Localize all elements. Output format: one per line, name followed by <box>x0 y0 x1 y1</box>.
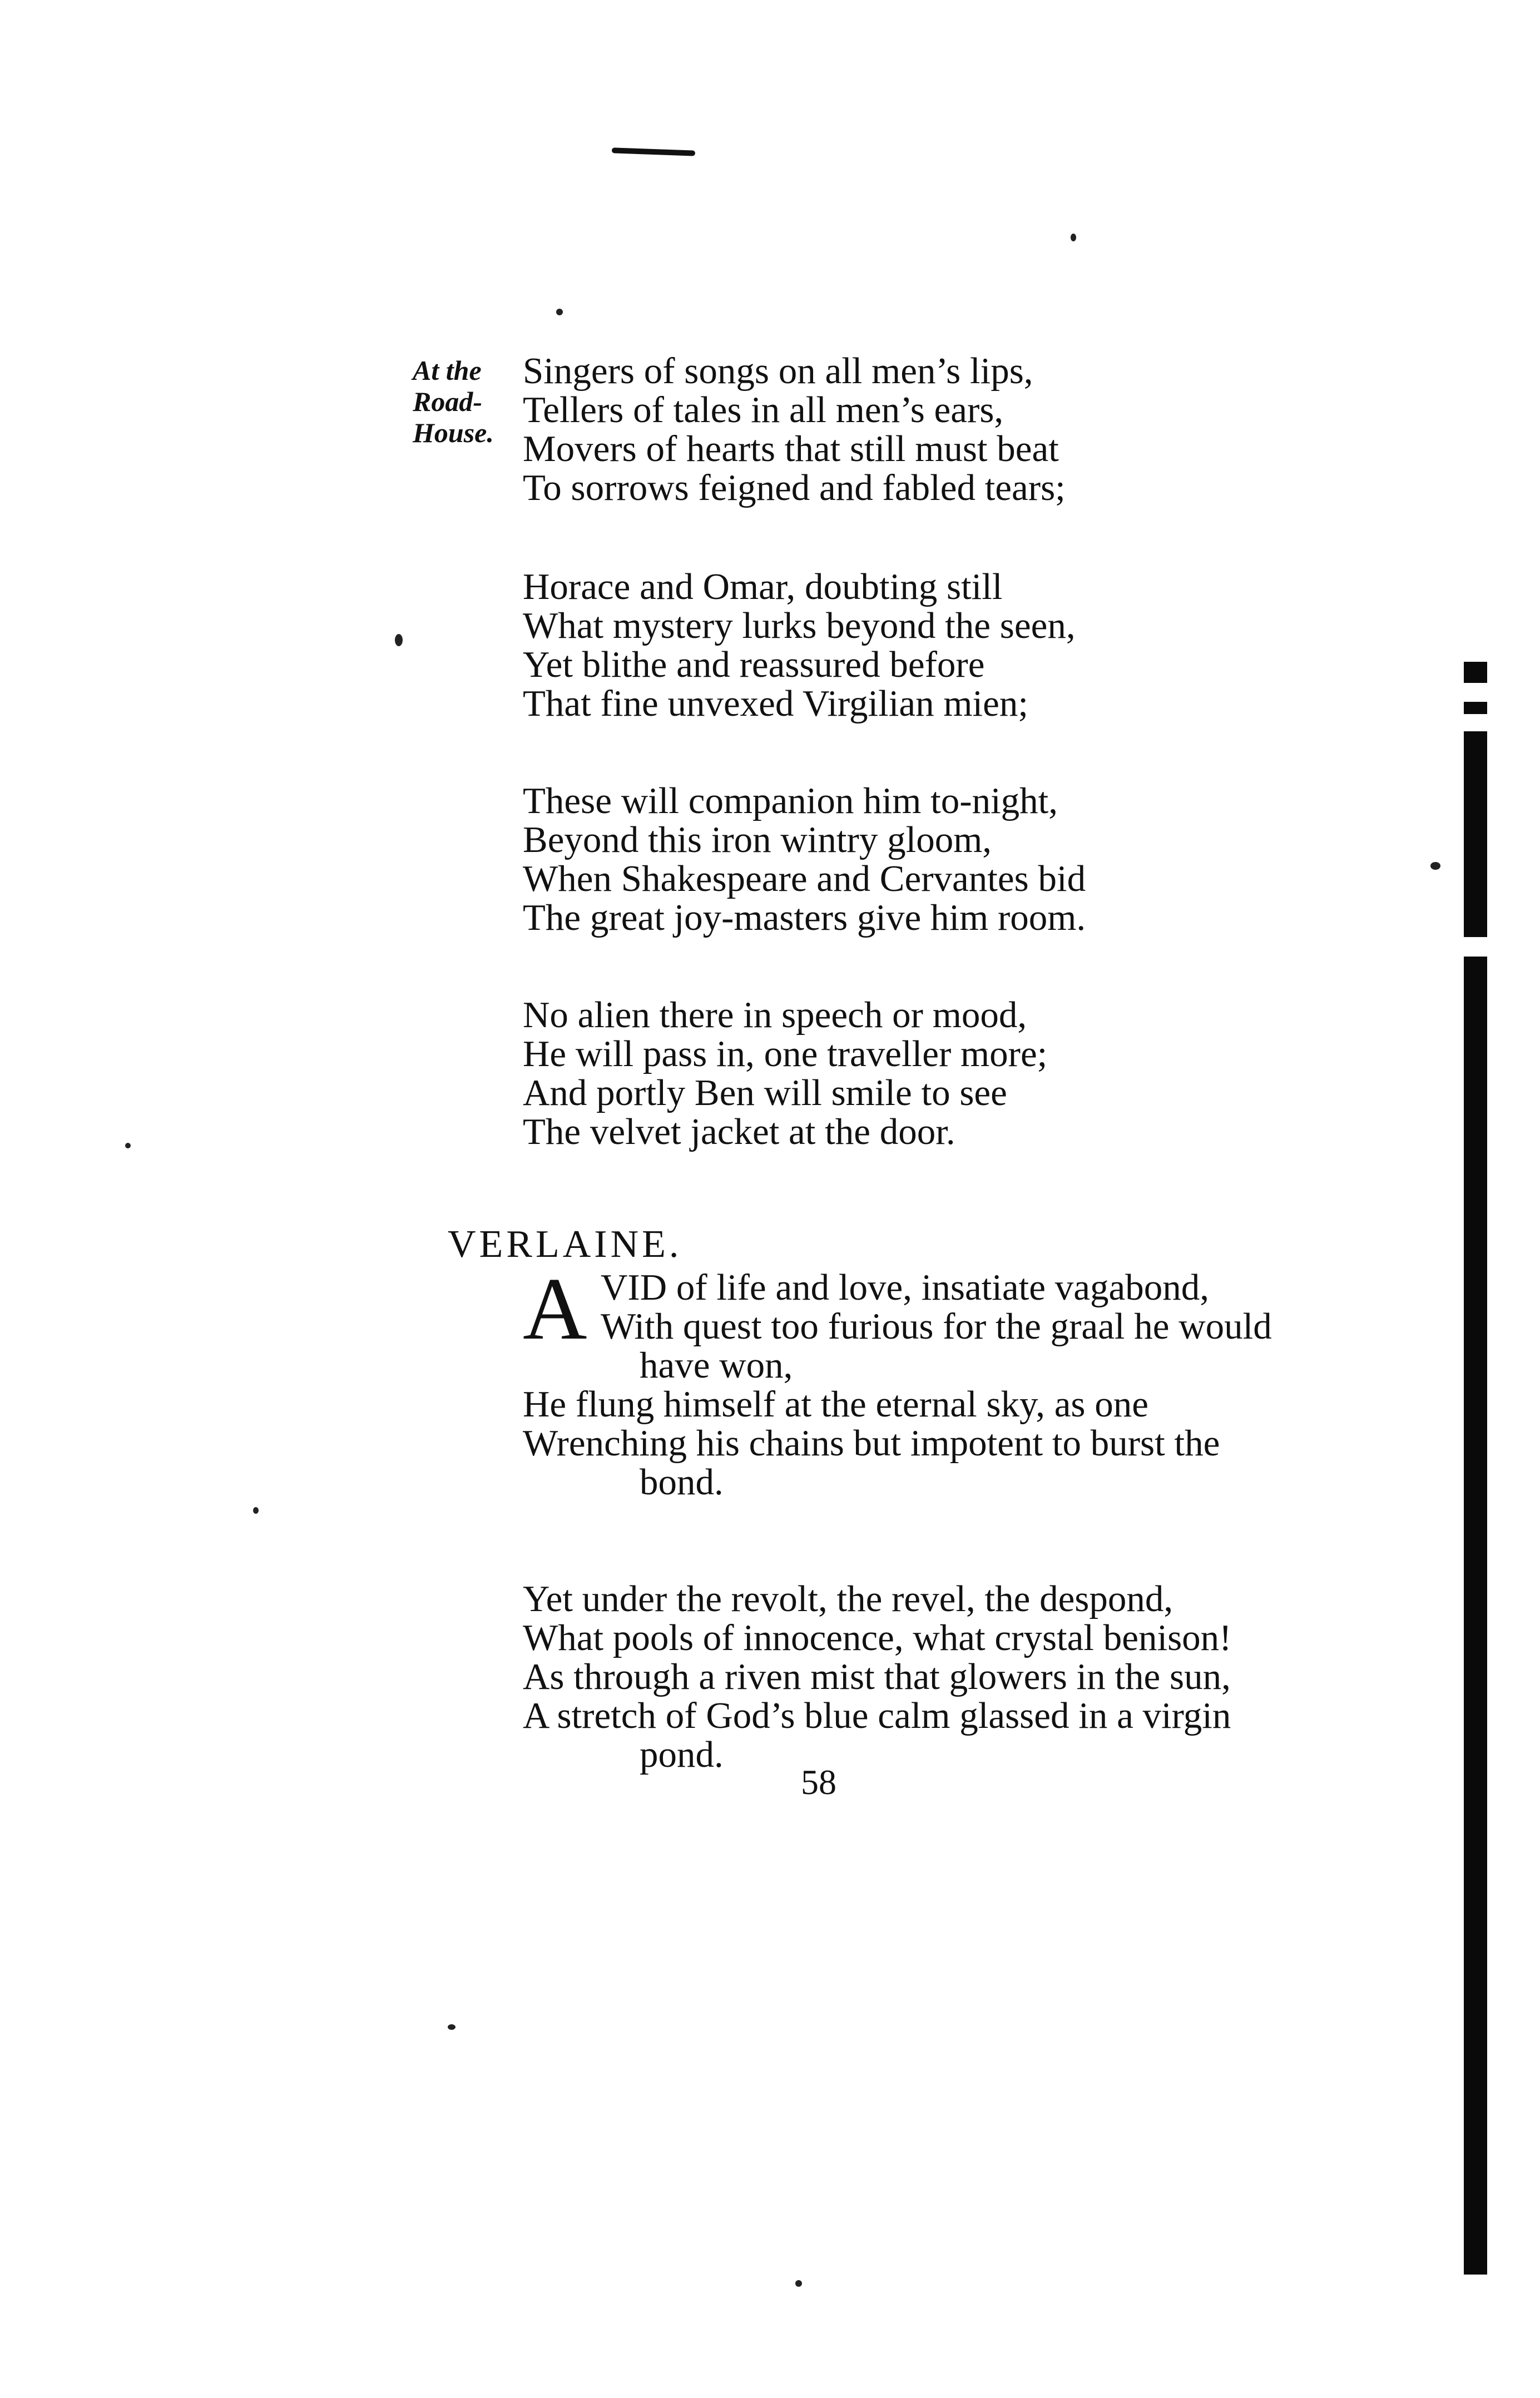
poem-line-continuation: bond. <box>640 1461 724 1503</box>
poem-line: Singers of songs on all men’s lips, <box>523 350 1033 392</box>
scan-speck <box>1430 862 1440 870</box>
scan-speck <box>1071 234 1076 241</box>
poem-line: As through a riven mist that glowers in the sun, <box>523 1656 1231 1697</box>
poem-line: Beyond this iron wintry gloom, <box>523 819 992 860</box>
poem-line: A stretch of God’s blue calm glassed in a virgin <box>523 1695 1231 1736</box>
poem-line: When Shakespeare and Cervantes bid <box>523 858 1086 899</box>
poem-line: VID of life and love, insatiate vagabond, <box>601 1267 1209 1308</box>
scan-speck <box>125 1143 131 1148</box>
poem-line: Horace and Omar, doubting still <box>523 566 1003 607</box>
poem-line: What pools of innocence, what crystal benison! <box>523 1617 1232 1658</box>
scan-edge-mark <box>1464 662 1487 683</box>
poem-line: And portly Ben will smile to see <box>523 1072 1007 1113</box>
poem-stanza <box>523 567 1435 723</box>
margin-note <box>413 354 524 449</box>
poem-line: He flung himself at the eternal sky, as one <box>523 1384 1148 1425</box>
poem-line-continuation: have won, <box>640 1345 793 1386</box>
margin-note-line: At the <box>413 355 482 386</box>
poem-line: He will pass in, one traveller more; <box>523 1033 1048 1074</box>
poem-line-continuation: pond. <box>640 1734 724 1775</box>
poem-line: The great joy-masters give him room. <box>523 897 1086 938</box>
poem-line: These will companion him to-night, <box>523 780 1058 821</box>
margin-note-line: Road- <box>413 386 482 417</box>
poem-line: Tellers of tales in all men’s ears, <box>523 389 1004 430</box>
scan-speck <box>795 2280 802 2287</box>
scan-edge-mark <box>1464 702 1487 714</box>
first-stanza-opening <box>523 1259 1424 1358</box>
scan-edge-mark <box>1464 731 1487 937</box>
poem-stanza <box>523 351 1435 507</box>
poem-line: To sorrows feigned and fabled tears; <box>523 467 1066 508</box>
scan-speck <box>395 634 403 646</box>
section-title: VERLAINE. <box>448 1223 682 1266</box>
margin-note-line: House. <box>413 417 494 448</box>
scan-speck <box>448 2024 455 2030</box>
drop-cap: A <box>523 1259 587 1358</box>
poem-line: Movers of hearts that still must beat <box>523 428 1059 469</box>
scan-edge-mark <box>1464 957 1487 2275</box>
page-number: 58 <box>801 1762 836 1802</box>
scan-speck <box>253 1507 259 1514</box>
poem-line: That fine unvexed Virgilian mien; <box>523 683 1028 724</box>
poem-line: What mystery lurks beyond the seen, <box>523 605 1076 646</box>
decorative-dash <box>612 147 695 156</box>
poem-stanza <box>523 995 1435 1151</box>
poem-stanza <box>523 781 1435 937</box>
poem-line: Yet under the revolt, the revel, the despond, <box>523 1578 1173 1619</box>
poem-line: No alien there in speech or mood, <box>523 994 1027 1036</box>
scan-speck <box>556 309 563 315</box>
poem-line: The velvet jacket at the door. <box>523 1111 955 1152</box>
poem-line: With quest too furious for the graal he would <box>601 1306 1272 1347</box>
poem-line: Wrenching his chains but impotent to burst the <box>523 1423 1220 1464</box>
verlaine-poem <box>523 1259 1424 1775</box>
poem-line: Yet blithe and reassured before <box>523 644 985 685</box>
